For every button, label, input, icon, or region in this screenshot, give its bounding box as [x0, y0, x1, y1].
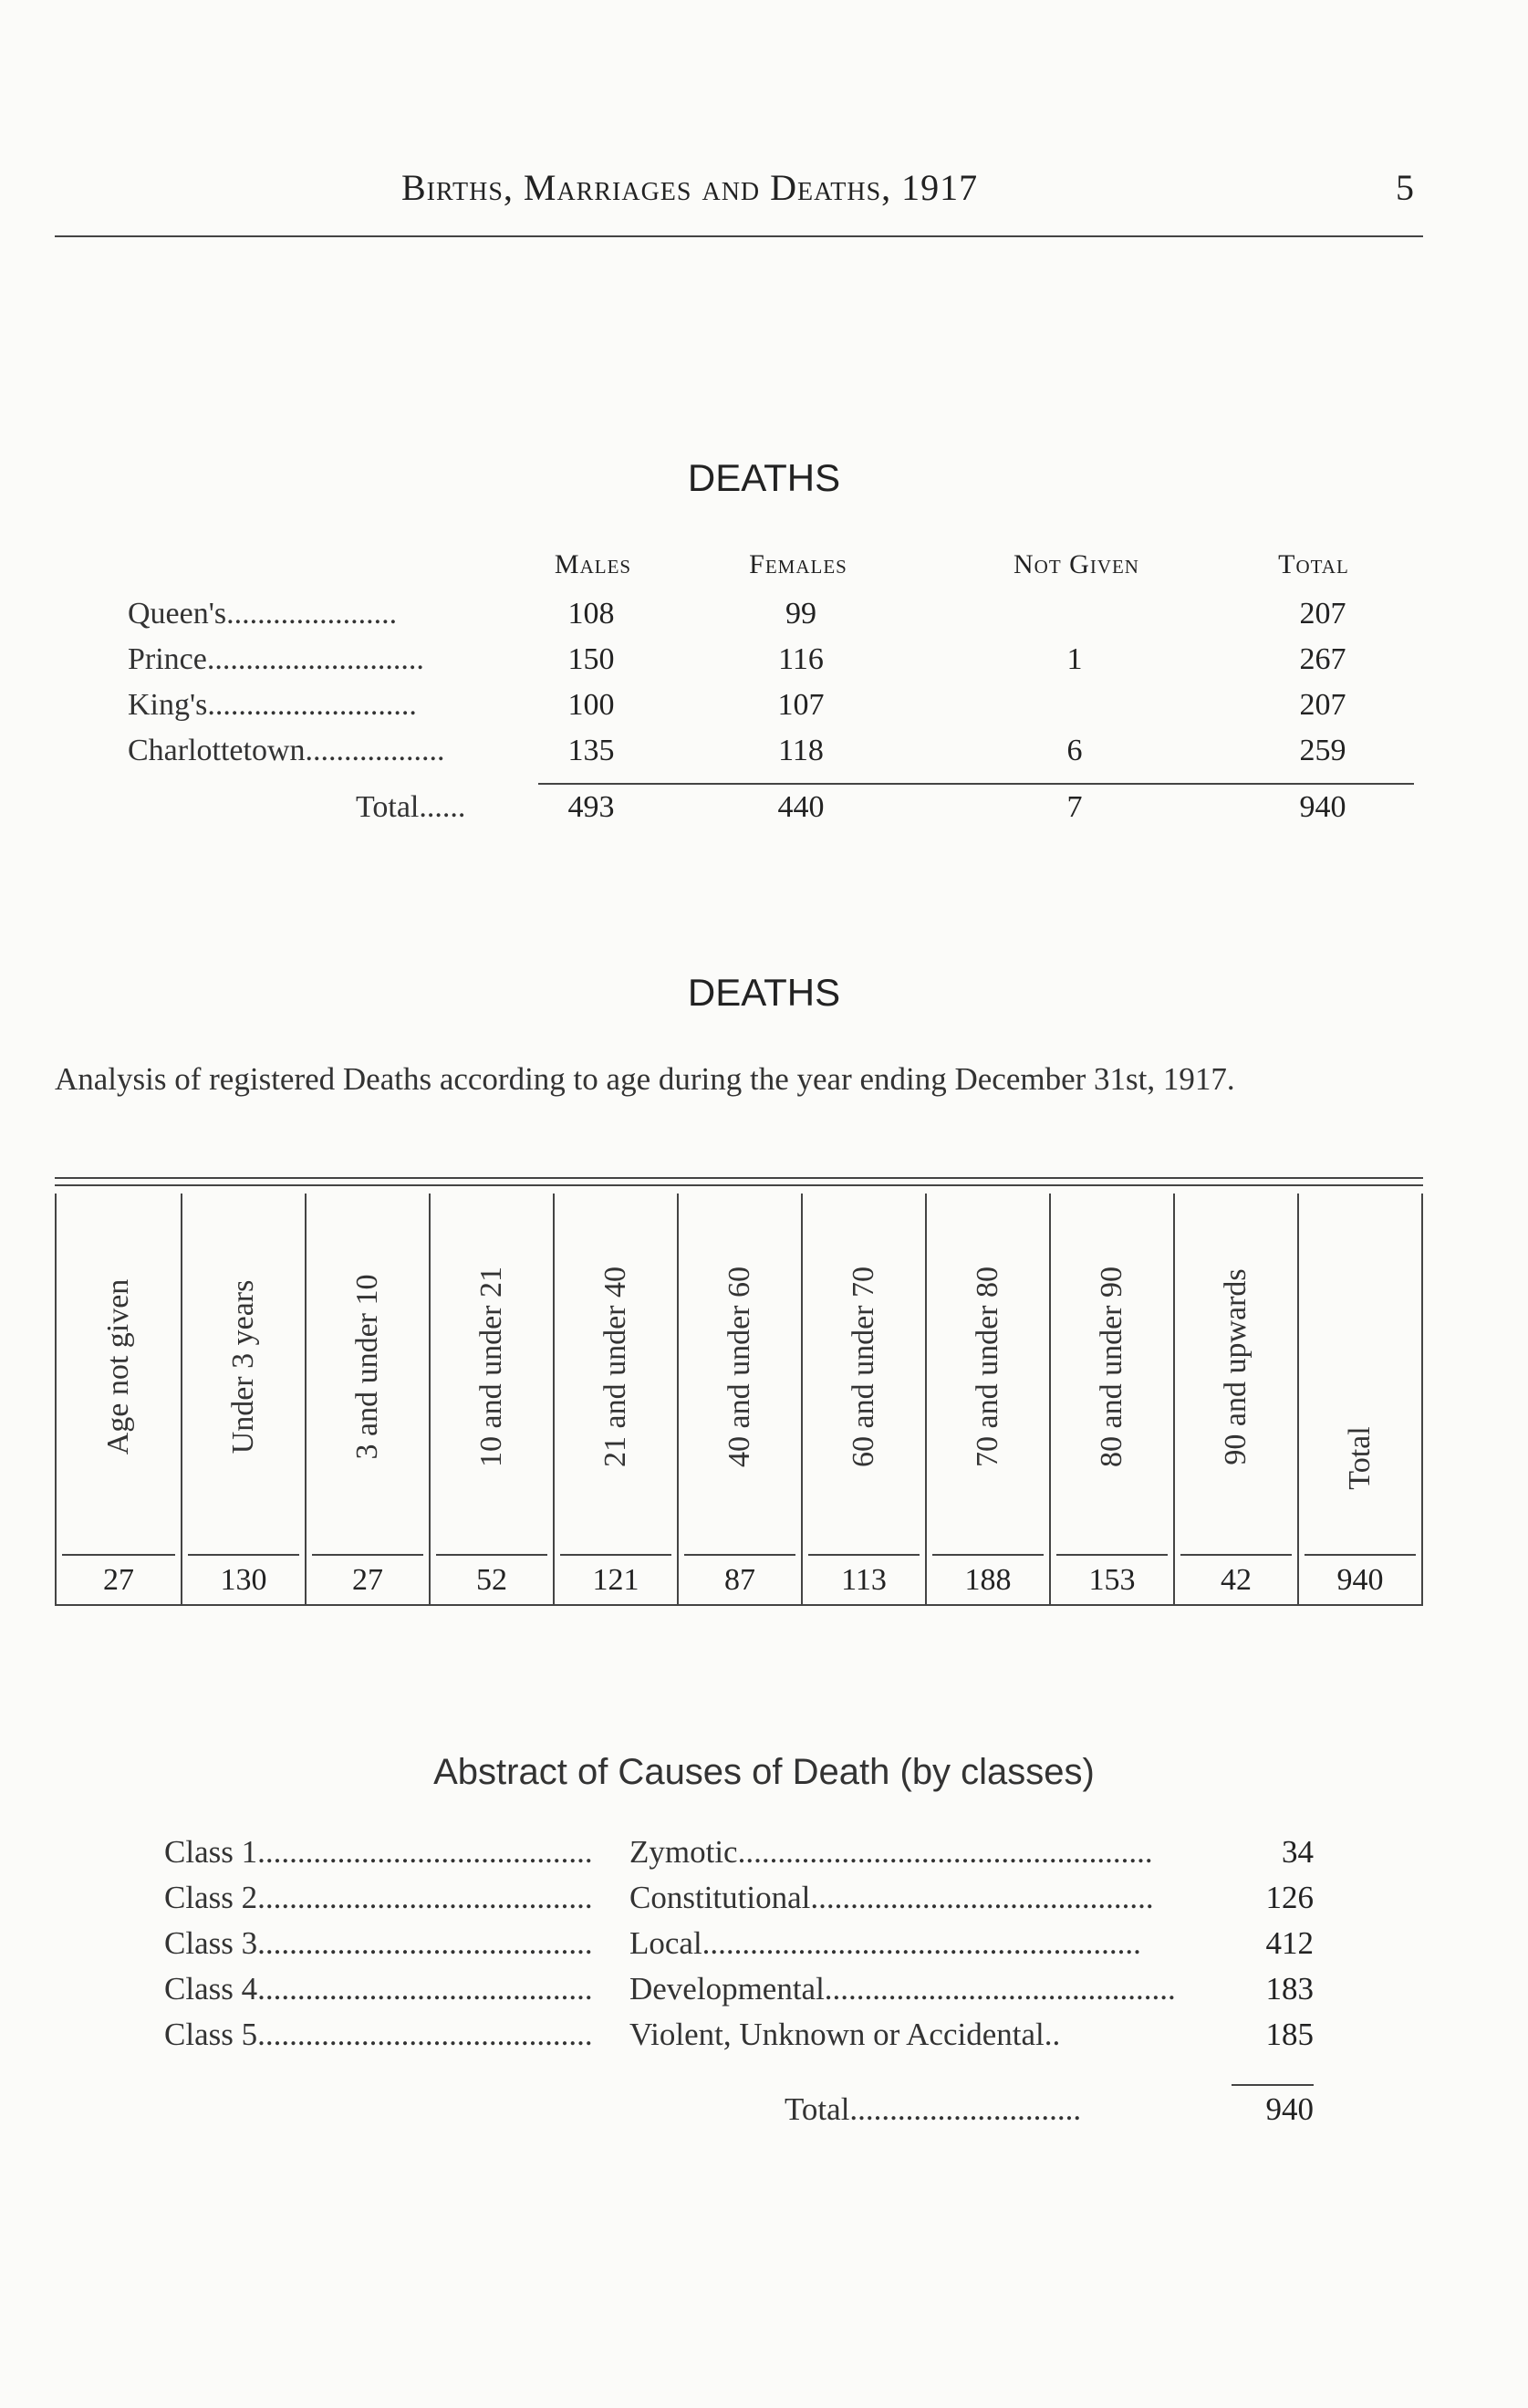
table-bottom-rule — [55, 1604, 1423, 1606]
cell-males: 135 — [567, 734, 615, 767]
cell-females: 99 — [785, 597, 816, 631]
age-column-header: Under 3 years — [226, 1279, 260, 1454]
total-females: 440 — [777, 790, 825, 824]
cell-not-given: 6 — [1066, 734, 1083, 767]
class-value: 185 — [1265, 2017, 1314, 2052]
age-column — [55, 1194, 181, 1604]
age-column — [801, 1194, 925, 1604]
age-column-header: 3 and under 10 — [350, 1274, 384, 1460]
age-column-value: 87 — [724, 1563, 755, 1597]
class-value: 183 — [1265, 1971, 1314, 2007]
deaths-table-title: DEATHS — [687, 456, 841, 499]
col-header-not-given: Not Given — [1013, 549, 1139, 579]
cell-total: 207 — [1299, 597, 1346, 631]
age-column-header: 10 and under 21 — [474, 1266, 508, 1468]
age-column — [925, 1194, 1049, 1604]
analysis-description: Analysis of registered Deaths according to age during the year ending December 31st, 1917. — [55, 1061, 1235, 1097]
age-column-value: 27 — [352, 1563, 383, 1597]
age-column-total — [1297, 1194, 1423, 1604]
age-column — [181, 1194, 305, 1604]
age-column-header: 90 and upwards — [1219, 1268, 1253, 1465]
class-value: 126 — [1265, 1880, 1314, 1915]
cell-males: 108 — [567, 597, 615, 631]
total-not-given: 7 — [1066, 790, 1083, 824]
age-column-header: 21 and under 40 — [598, 1266, 632, 1468]
total-males: 493 — [567, 790, 615, 824]
age-column — [305, 1194, 429, 1604]
age-column-value: 27 — [103, 1563, 134, 1597]
table-top-rule — [55, 1184, 1423, 1186]
cell-total: 259 — [1299, 734, 1346, 767]
class-name: Local....................................................... — [629, 1925, 1141, 1961]
abstract-total-rule — [1232, 2084, 1314, 2086]
cell-females: 107 — [777, 688, 825, 722]
age-column-value: 153 — [1088, 1563, 1136, 1597]
total-total: 940 — [1299, 790, 1346, 824]
cell-females: 118 — [778, 734, 824, 767]
class-label: Class 2.......................................... — [164, 1880, 593, 1915]
age-column-value: 188 — [964, 1563, 1012, 1597]
row-label-kings: King's........................... — [128, 688, 417, 722]
abstract-total-value: 940 — [1265, 2091, 1314, 2127]
cell-males: 100 — [567, 688, 615, 722]
class-value: 34 — [1282, 1834, 1314, 1870]
class-label: Class 3.......................................... — [164, 1925, 593, 1961]
cell-females: 116 — [778, 642, 824, 676]
class-name: Constitutional........................................... — [629, 1880, 1154, 1915]
row-label-prince: Prince............................ — [128, 642, 424, 676]
age-column — [553, 1194, 677, 1604]
age-column — [677, 1194, 801, 1604]
class-name: Zymotic.................................................... — [629, 1834, 1153, 1870]
cell-not-given: 1 — [1066, 642, 1083, 676]
running-title: Births, Marriages and Deaths, 1917 — [401, 167, 979, 208]
cell-total: 267 — [1299, 642, 1346, 676]
col-header-total: Total — [1278, 549, 1349, 579]
col-header-males: Males — [554, 549, 632, 579]
age-column — [1049, 1194, 1173, 1604]
age-column-value: 113 — [841, 1563, 887, 1597]
age-column — [1173, 1194, 1297, 1604]
age-column-header: Age not given — [101, 1278, 135, 1455]
row-label-queens: Queen's...................... — [128, 597, 398, 631]
age-section-title: DEATHS — [687, 971, 841, 1014]
age-column-value: 121 — [592, 1563, 639, 1597]
class-label: Class 4.......................................... — [164, 1971, 593, 2007]
cell-total: 207 — [1299, 688, 1346, 722]
header-rule — [55, 235, 1423, 237]
age-column-header: 40 and under 60 — [722, 1266, 756, 1468]
row-label-total: Total...... — [356, 790, 466, 824]
age-column-header: 70 and under 80 — [971, 1266, 1004, 1468]
age-column-value: 940 — [1336, 1563, 1384, 1597]
age-table — [55, 1177, 1423, 1606]
age-column-value: 130 — [220, 1563, 267, 1597]
total-rule — [538, 783, 1414, 785]
abstract-total-label: Total............................. — [785, 2091, 1082, 2127]
table-top-rule — [55, 1177, 1423, 1179]
age-column-header: Total — [1343, 1426, 1377, 1490]
class-label: Class 1.......................................... — [164, 1834, 593, 1870]
col-header-females: Females — [749, 549, 847, 579]
cell-males: 150 — [567, 642, 615, 676]
page-number: 5 — [1396, 167, 1414, 208]
age-column-header: 80 and under 90 — [1095, 1266, 1128, 1468]
abstract-title: Abstract of Causes of Death (by classes) — [433, 1752, 1095, 1792]
age-column-value: 42 — [1221, 1563, 1252, 1597]
class-value: 412 — [1265, 1925, 1314, 1961]
row-label-charlottetown: Charlottetown.................. — [128, 734, 445, 767]
age-column-header: 60 and under 70 — [847, 1266, 880, 1468]
class-name: Violent, Unknown or Accidental.. — [629, 2017, 1061, 2052]
age-column-value: 52 — [476, 1563, 507, 1597]
age-column — [429, 1194, 553, 1604]
class-name: Developmental............................................ — [629, 1971, 1176, 2007]
class-label: Class 5.......................................... — [164, 2017, 593, 2052]
